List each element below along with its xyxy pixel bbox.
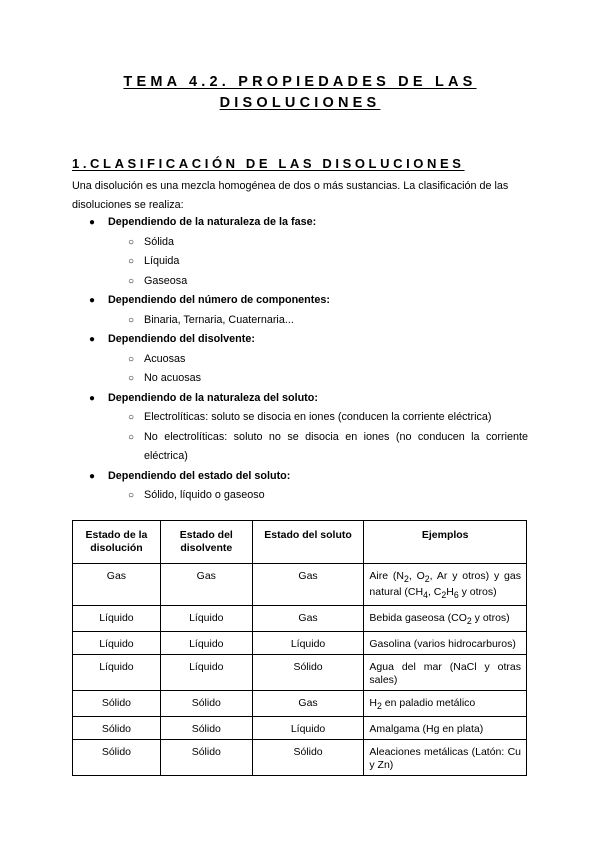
sub-bullet-icon: ○ (128, 236, 135, 248)
outline-group (72, 213, 528, 233)
cell-disolvente: Sólido (160, 740, 252, 776)
outline-item (72, 350, 528, 370)
bullet-icon: ● (89, 295, 96, 306)
outline-group (72, 291, 528, 311)
subscript: 2 (424, 574, 430, 585)
outline-item (72, 233, 528, 253)
example-text: Amalgama (Hg en plata) (369, 723, 484, 736)
example-text: , O (408, 570, 425, 582)
sub-bullet-icon: ○ (128, 373, 135, 384)
table-header-row (73, 521, 527, 564)
example-text: H (446, 586, 454, 599)
outline-group (72, 389, 528, 409)
cell-disolvente: Gas (160, 564, 252, 606)
example-text: , C (427, 586, 442, 599)
table-row (73, 717, 527, 740)
sub-bullet-icon: ○ (128, 256, 135, 267)
section-heading: 1.CLASIFICACIÓN DE LAS DISOLUCIONES (72, 156, 465, 171)
page-title-line-2: DISOLUCIONES (219, 95, 381, 111)
sub-bullet-icon: ○ (128, 353, 135, 365)
table-row (73, 740, 527, 776)
cell-disolvente: Sólido (160, 691, 252, 717)
sub-bullet-icon: ○ (128, 431, 135, 443)
outline-item-text: Acuosas (144, 352, 186, 365)
cell-soluto: Gas (252, 606, 364, 632)
cell-disolucion: Sólido (73, 740, 161, 776)
outline-item-text: No electrolíticas: soluto no se disocia en iones (no conducen la corriente eléctrica) (144, 430, 528, 462)
table-row (73, 606, 527, 632)
page-title-line-1: TEMA 4.2. PROPIEDADES DE LAS (123, 74, 477, 90)
bullet-icon: ● (89, 334, 96, 345)
example-text: y otros) (471, 612, 510, 625)
subscript: 2 (376, 701, 382, 712)
outline-item-text: Líquida (144, 255, 180, 267)
outline-item-text: Sólido, líquido o gaseoso (144, 489, 265, 501)
solutions-table (72, 520, 527, 776)
outline-item-text: Binaria, Ternaria, Cuaternaria... (144, 313, 294, 326)
cell-disolvente: Líquido (160, 632, 252, 655)
outline-item-text: Electrolíticas: soluto se disocia en iones (conducen la corriente eléctrica) (144, 411, 492, 423)
sub-bullet-icon: ○ (128, 314, 135, 326)
cell-disolvente: Líquido (160, 606, 252, 632)
classification-outline (72, 213, 528, 506)
table-row (73, 655, 527, 691)
subscript: 2 (441, 590, 447, 601)
outline-group-label: Dependiendo del estado del soluto: (108, 469, 291, 482)
example-text: Aire (N (369, 570, 404, 582)
cell-ejemplo (364, 606, 527, 632)
sub-bullet-icon: ○ (128, 275, 135, 287)
bullet-icon: ● (89, 392, 96, 404)
table-row (73, 691, 527, 717)
cell-ejemplo (364, 717, 527, 740)
header-estado-soluto: Estado del soluto (252, 521, 364, 564)
intro-paragraph: Una disolución es una mezcla homogénea de dos o más sustancias. La clasificación de las disoluciones se realiza: (72, 180, 509, 211)
subscript: 2 (466, 616, 472, 627)
outline-group-label: Dependiendo del disolvente: (108, 333, 255, 345)
example-text: Aleaciones metálicas (Latón: Cu y Zn) (369, 746, 521, 772)
cell-soluto: Líquido (252, 717, 364, 740)
cell-disolvente: Líquido (160, 655, 252, 691)
sub-bullet-icon: ○ (128, 412, 135, 423)
cell-disolucion: Líquido (73, 606, 161, 632)
cell-soluto: Líquido (252, 632, 364, 655)
outline-item (72, 369, 528, 389)
cell-disolucion: Líquido (73, 632, 161, 655)
subscript: 6 (453, 590, 459, 601)
cell-ejemplo (364, 632, 527, 655)
outline-item (72, 408, 528, 428)
outline-item (72, 428, 528, 467)
outline-item (72, 272, 528, 292)
example-text: en paladio metálico (381, 697, 476, 710)
header-estado-disolucion: Estado de la disolución (73, 521, 161, 564)
cell-soluto: Gas (252, 564, 364, 606)
outline-item (72, 486, 528, 506)
example-text: Agua del mar (NaCl y otras sales) (369, 661, 521, 687)
sub-bullet-icon: ○ (128, 490, 135, 501)
outline-group-label: Dependiendo del número de componentes: (108, 294, 330, 306)
cell-ejemplo (364, 691, 527, 717)
header-ejemplos: Ejemplos (364, 521, 527, 564)
cell-disolucion: Sólido (73, 717, 161, 740)
outline-group (72, 330, 528, 350)
cell-soluto: Sólido (252, 655, 364, 691)
example-text: Bebida gaseosa (CO (369, 612, 467, 625)
subscript: 2 (403, 574, 409, 585)
example-text: y otros) (458, 586, 497, 599)
cell-disolucion: Líquido (73, 655, 161, 691)
page-title (0, 72, 600, 114)
outline-item-text: Sólida (144, 235, 175, 248)
bullet-icon: ● (89, 470, 96, 482)
outline-item-text: Gaseosa (144, 274, 188, 287)
example-text: , Ar y otros) y gas natural (CH (369, 570, 521, 599)
example-text: Gasolina (varios hidrocarburos) (369, 638, 516, 651)
cell-ejemplo (364, 655, 527, 691)
cell-soluto: Gas (252, 691, 364, 717)
table-row (73, 632, 527, 655)
bullet-icon: ● (89, 217, 96, 228)
outline-item (72, 252, 528, 272)
table-row (73, 564, 527, 606)
outline-group (72, 467, 528, 487)
cell-disolvente: Sólido (160, 717, 252, 740)
outline-group-label: Dependiendo de la naturaleza de la fase: (108, 216, 317, 228)
cell-ejemplo (364, 564, 527, 606)
outline-group-label: Dependiendo de la naturaleza del soluto: (108, 391, 318, 404)
cell-disolucion: Sólido (73, 691, 161, 717)
example-text: H (369, 697, 377, 710)
cell-ejemplo (364, 740, 527, 776)
header-estado-disolvente: Estado del disolvente (160, 521, 252, 564)
cell-disolucion: Gas (73, 564, 161, 606)
cell-soluto: Sólido (252, 740, 364, 776)
subscript: 4 (423, 590, 428, 601)
outline-item (72, 311, 528, 331)
outline-item-text: No acuosas (144, 372, 202, 384)
